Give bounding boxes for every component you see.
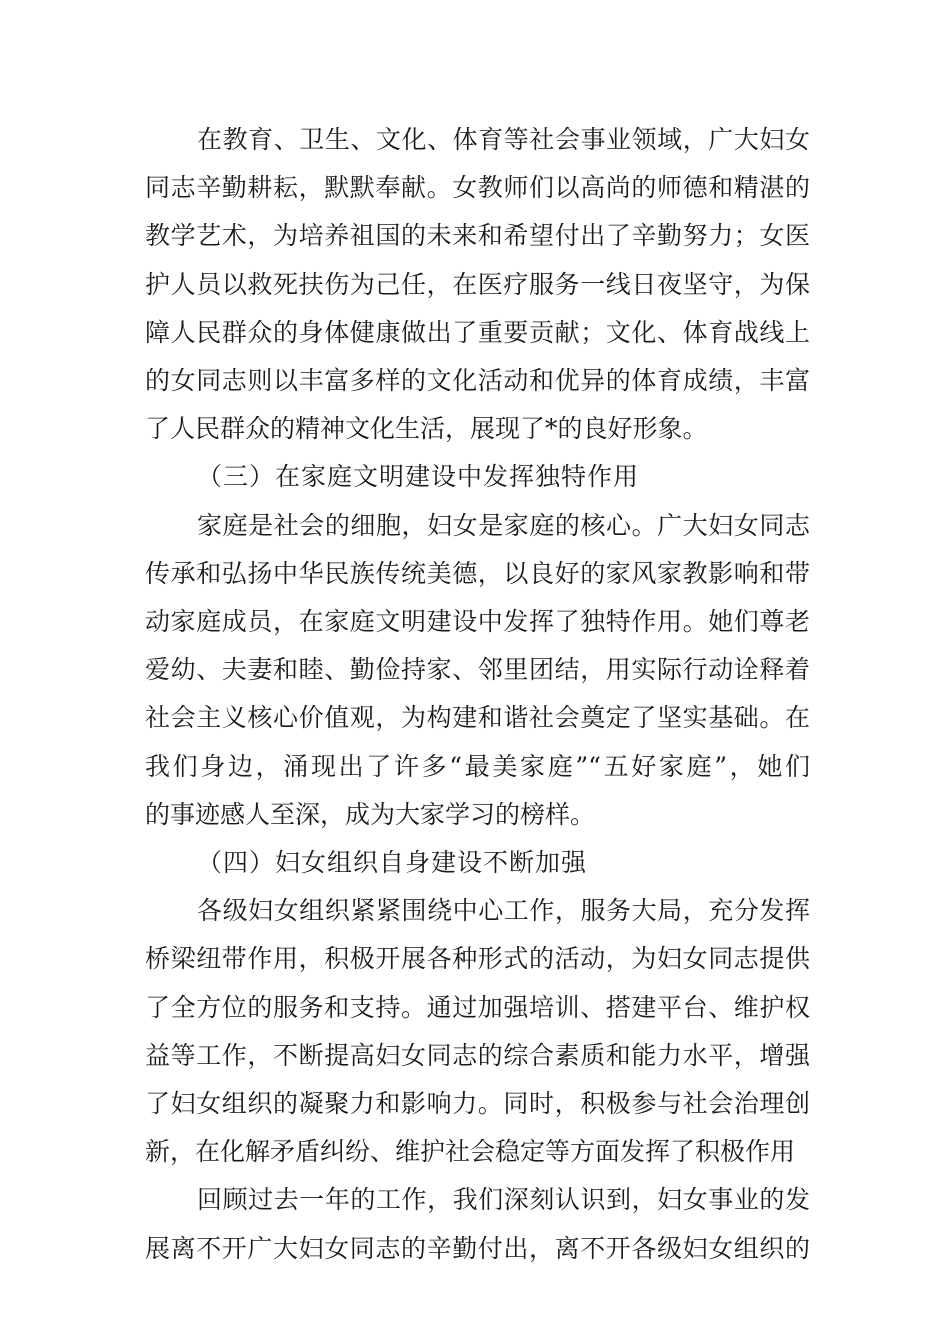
paragraph-line: 桥梁纽带作用，积极开展各种形式的活动，为妇女同志提供 (145, 944, 810, 974)
paragraph-line: 我们身边，涌现出了许多“最美家庭”“五好家庭”，她们 (145, 751, 810, 781)
paragraph-line: 家庭是社会的细胞，妇女是家庭的核心。广大妇女同志 (197, 510, 810, 540)
paragraph-line: 了全方位的服务和支持。通过加强培训、搭建平台、维护权 (145, 992, 810, 1022)
paragraph-line: 护人员以救死扶伤为己任，在医疗服务一线日夜坚守，为保 (145, 269, 810, 299)
paragraph-line: 各级妇女组织紧紧围绕中心工作，服务大局，充分发挥 (197, 896, 810, 926)
paragraph-line: 教学艺术，为培养祖国的未来和希望付出了辛勤努力；女医 (145, 221, 810, 251)
paragraph-line: 传承和弘扬中华民族传统美德，以良好的家风家教影响和带 (145, 558, 810, 588)
paragraph-line: 回顾过去一年的工作，我们深刻认识到，妇女事业的发 (197, 1185, 810, 1215)
paragraph-line: 益等工作，不断提高妇女同志的综合素质和能力水平，增强 (145, 1040, 810, 1070)
section-heading: （三）在家庭文明建设中发挥独特作用 (197, 462, 640, 492)
paragraph-line: 障人民群众的身体健康做出了重要贡献；文化、体育战线上 (145, 317, 810, 347)
paragraph-line: 同志辛勤耕耘，默默奉献。女教师们以高尚的师德和精湛的 (145, 173, 810, 203)
section-heading: （四）妇女组织自身建设不断加强 (197, 848, 588, 877)
paragraph-line: 社会主义核心价值观，为构建和谐社会奠定了坚实基础。在 (145, 703, 810, 733)
paragraph-line: 了人民群众的精神文化生活，展现了*的良好形象。 (145, 414, 708, 444)
paragraph-line: 展离不开广大妇女同志的辛勤付出，离不开各级妇女组织的 (145, 1233, 810, 1263)
paragraph-line: 了妇女组织的凝聚力和影响力。同时，积极参与社会治理创 (145, 1089, 810, 1118)
paragraph-line: 的事迹感人至深，成为大家学习的榜样。 (145, 799, 596, 829)
paragraph-line: 在教育、卫生、文化、体育等社会事业领域，广大妇女 (197, 125, 810, 154)
paragraph-line: 爱幼、夫妻和睦、勤俭持家、邻里团结，用实际行动诠释着 (145, 655, 810, 685)
paragraph-line: 新，在化解矛盾纠纷、维护社会稳定等方面发挥了积极作用 (145, 1137, 796, 1167)
paragraph-line: 动家庭成员，在家庭文明建设中发挥了独特作用。她们尊老 (145, 607, 810, 636)
paragraph-line: 的女同志则以丰富多样的文化活动和优异的体育成绩，丰富 (145, 366, 810, 395)
